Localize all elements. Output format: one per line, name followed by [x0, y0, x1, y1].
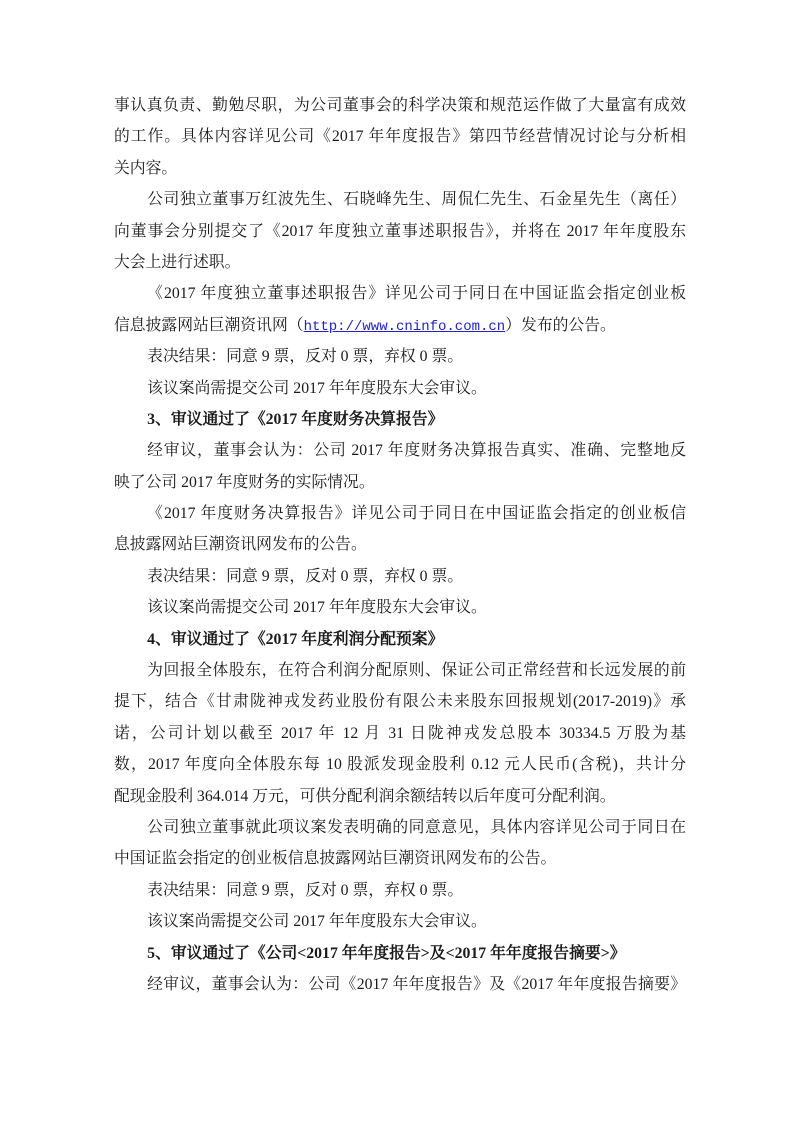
- text-segment: 公司独立董事就此项议案发表明确的同意意见，具体内容详见公司于同日在: [147, 818, 686, 836]
- body-line: [114, 278, 686, 309]
- text-segment: 《2017 年度独立董事述职报告》详见公司于同日在中国证监会指定创业板: [147, 285, 686, 303]
- text-segment: 经审议，董事会认为：公司《2017 年年度报告》及《2017 年年度报告摘要》: [147, 975, 686, 993]
- body-line: [114, 686, 686, 717]
- submit-agm-line: [114, 592, 686, 623]
- body-line-with-link: [114, 310, 686, 341]
- text-segment: 《2017 年度财务决算报告》详见公司于同日在中国证监会指定的创业板信: [147, 505, 686, 523]
- text-segment: 为回报全体股东，在符合利润分配原则、保证公司正常经营和长远发展的前: [147, 662, 686, 680]
- text-segment: 数，2017 年度向全体股东每 10 股派发现金股利 0.12 元人民币(含税)，共计分: [114, 756, 686, 774]
- vote-result-line: [114, 875, 686, 906]
- submit-agm-line: [114, 373, 686, 404]
- text-segment: 诺，公司计划以截至 2017 年 12 月 31 日陇神戎发总股本 30334.5 万股为基: [114, 724, 686, 742]
- body-line: [114, 749, 686, 780]
- text-segment: 事认真负责、勤勉尽职，为公司董事会的科学决策和规范运作做了大量富有成效: [114, 97, 686, 114]
- text-segment: 的工作。具体内容详见公司《2017 年年度报告》第四节经营情况讨论与分析相: [114, 128, 686, 146]
- body-line: [114, 498, 686, 529]
- text-segment: 大会上进行述职。: [114, 253, 241, 271]
- body-line: [114, 655, 686, 686]
- section-4-heading: [114, 624, 686, 655]
- text-segment: 表决结果：同意 9 票，反对 0 票，弃权 0 票。: [147, 567, 464, 585]
- body-line: [114, 153, 686, 184]
- body-line: [114, 812, 686, 843]
- body-line: [114, 843, 686, 874]
- text-segment: 映了公司 2017 年度财务的实际情况。: [114, 473, 375, 491]
- cninfo-link[interactable]: http://www.cninfo.com.cn: [303, 318, 506, 335]
- submit-agm-line: [114, 906, 686, 937]
- vote-result-line: [114, 341, 686, 372]
- text-segment: 向董事会分别提交了《2017 年度独立董事述职报告》，并将在 2017 年年度股东: [114, 222, 686, 240]
- text-segment: ）发布的公告。: [505, 316, 616, 334]
- text-segment: 该议案尚需提交公司 2017 年年度股东大会审议。: [147, 379, 487, 397]
- text-segment: 4、审议通过了《2017 年度利润分配预案》: [147, 630, 444, 648]
- body-line: [114, 216, 686, 247]
- body-line: [114, 529, 686, 560]
- vote-result-line: [114, 561, 686, 592]
- text-segment: 该议案尚需提交公司 2017 年年度股东大会审议。: [147, 599, 487, 617]
- text-segment: 关内容。: [114, 159, 178, 177]
- document-content: [114, 90, 686, 1000]
- body-line: [114, 184, 686, 215]
- body-line: [114, 781, 686, 812]
- body-line: [114, 718, 686, 749]
- text-segment: 信息披露网站巨潮资讯网（: [114, 316, 304, 334]
- text-segment: 表决结果：同意 9 票，反对 0 票，弃权 0 票。: [147, 348, 464, 366]
- text-segment: 经审议，董事会认为：公司 2017 年度财务决算报告真实、准确、完整地反: [147, 442, 686, 460]
- body-line: [114, 467, 686, 498]
- text-segment: 公司独立董事万红波先生、石晓峰先生、周侃仁先生、石金星先生（离任）: [147, 191, 686, 209]
- text-segment: 提下，结合《甘肃陇神戎发药业股份有限公未来股东回报规划(2017-2019)》承: [114, 693, 686, 711]
- text-segment: 3、审议通过了《2017 年度财务决算报告》: [147, 410, 444, 428]
- text-segment: 息披露网站巨潮资讯网发布的公告。: [114, 536, 367, 554]
- body-line: [114, 90, 686, 121]
- text-segment: 该议案尚需提交公司 2017 年年度股东大会审议。: [147, 913, 487, 931]
- body-line: [114, 121, 686, 152]
- text-segment: 表决结果：同意 9 票，反对 0 票，弃权 0 票。: [147, 881, 464, 899]
- body-line: [114, 969, 686, 1000]
- body-line: [114, 435, 686, 466]
- section-3-heading: [114, 404, 686, 435]
- section-5-heading: [114, 938, 686, 969]
- text-segment: 5、审议通过了《公司<2017 年年度报告>及<2017 年年度报告摘要>》: [147, 944, 626, 962]
- body-line: [114, 247, 686, 278]
- text-segment: 中国证监会指定的创业板信息披露网站巨潮资讯网发布的公告。: [114, 850, 557, 868]
- text-segment: 配现金股利 364.014 万元，可供分配利润余额结转以后年度可分配利润。: [114, 787, 616, 805]
